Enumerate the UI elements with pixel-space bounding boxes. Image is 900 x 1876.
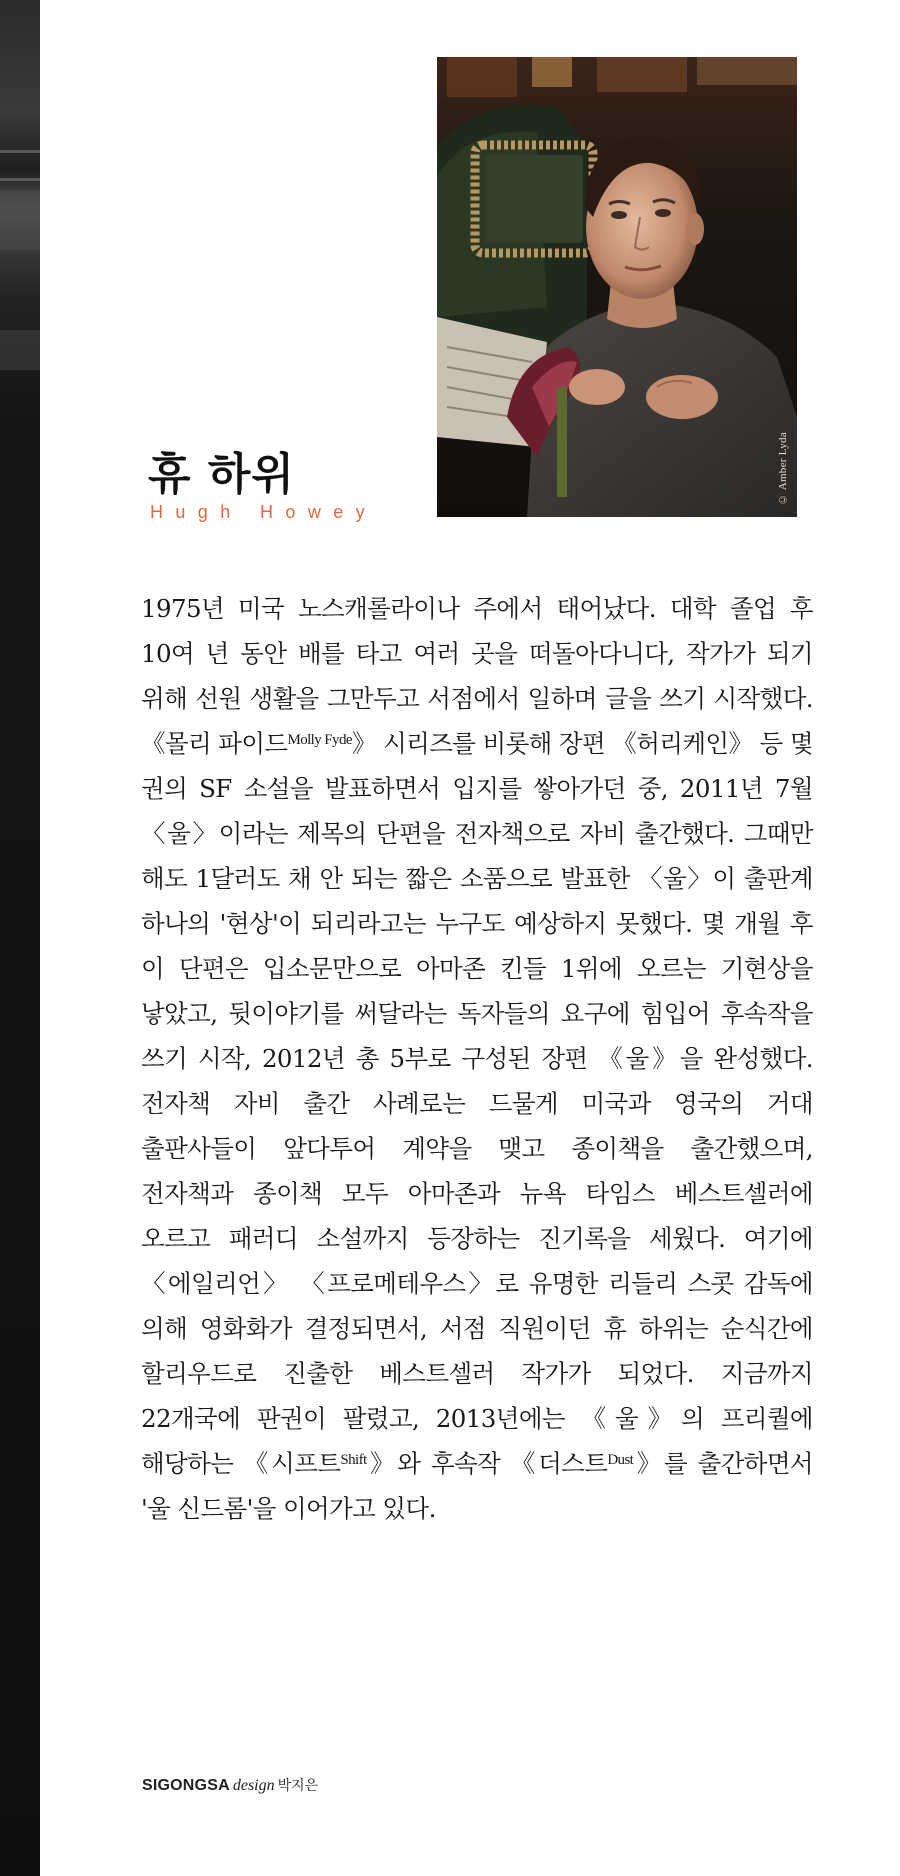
author-portrait-illustration [437, 57, 797, 517]
spine-band [0, 330, 40, 370]
designer-name: 박지은 [277, 1778, 319, 1794]
author-name-korean: 휴 하위 [148, 449, 295, 500]
bio-text: 1975년 미국 노스캐롤라이나 주에서 태어났다. 대학 졸업 후 10여 년 동안 배를 타고 여러 곳을 떠돌아다니다, 작가가 되기 위해 선원 생활을 그만두고 서점에서 일하며 글을 쓰기 시작했다. 《몰리 파이드 [141, 594, 813, 758]
bio-superscript: Shift [340, 1452, 367, 1468]
spine-streak [0, 178, 40, 181]
bio-text: 》 시리즈를 비롯해 장편 《허리케인》 등 몇 권의 SF 소설을 발표하면서 입지를 쌓아가던 중, 2011년 7월 〈울〉이라는 제목의 단편을 전자책으로 자비 출간했다. 그때만 해도 1달러도 채 안 되는 짧은 소품으로 발표한 〈울〉이 출판계 하나의 '현상'이 되리라고는 누구도 예상하지 못했다. 몇 개월 후 이 단편은 입소문만으로 아마존 킨들 1위에 오르는 기현상을 낳았고, 뒷이야기를 써달라는 독자들의 요구에 힘입어 후속작을 쓰기 시작, 2012년 총 5부로 구성된 장편 《울》을 완성했다. 전자책 자비 출간 사례로는 드물게 미국과 영국의 거대 출판사들이 앞다투어 계약을 맺고 종이책을 출간했으며, 전자책과 종이책 모두 아마존과 뉴욕 타임스 베스트셀러에 오르고 패러디 소설까지 등장하는 진기록을 세웠다. 여기에 〈에일리언〉 〈프로메테우스〉로 유명한 리들리 스콧 감독에 의해 영화화가 결정되면서, 서점 직원이던 휴 하위는 순식간에 할리우드로 진출한 베스트셀러 작가가 되었다. 지금까지 22개국에 판권이 팔렸고, 2013년에는 《울》의 프리퀄에 해당하는 《시프트 [141, 729, 813, 1478]
cover-spine-edge [0, 0, 40, 1876]
publisher-logo-text: SIGONGSA [142, 1777, 230, 1794]
author-photo [437, 57, 797, 517]
bio-text: 》를 출간하면서 '울 신드롬'을 이어가고 있다. [141, 1449, 813, 1523]
design-credit [142, 1775, 318, 1795]
spine-streak [0, 150, 40, 153]
author-biography [141, 586, 813, 1531]
bio-superscript: Dust [607, 1452, 634, 1468]
bio-text: 》와 후속작 《더스트 [366, 1449, 608, 1478]
author-name-english: Hugh Howey [150, 502, 378, 522]
photo-credit: © Amber Lyda [777, 431, 789, 505]
spine-band [0, 190, 40, 250]
design-label: design [232, 1777, 275, 1794]
bio-superscript: Molly Fyde [287, 732, 352, 748]
